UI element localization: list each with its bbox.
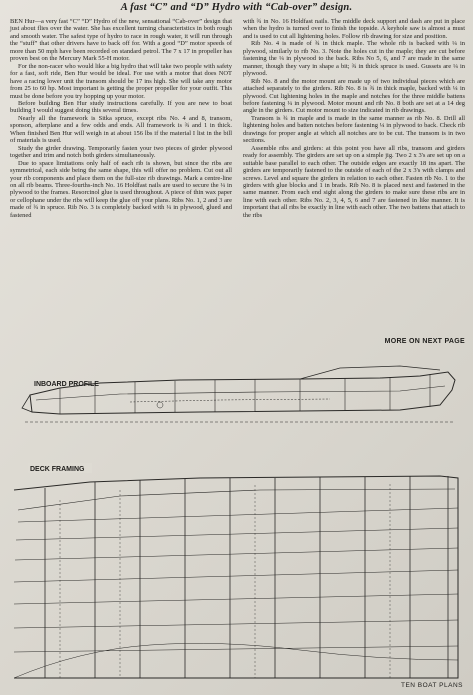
paragraph: Rib No. 4 is made of ¾ in thick maple. The whole rib is backed with ¼ in plywood, similarly to rib No. 3. Note the holes cut in the maple; they are cut before fastening the ¼ in plywood to the back. Ribs No 5, 6, and 7 are made in the same manner, though they vary in shape a bit; ¾ in thick spruce is used. Gussets are ¼ in plywood.: [243, 40, 465, 78]
paragraph: with ¾ in No. 16 Holdfast nails. The middle deck support and dash are put in place when the hydro is turned over to finish the topside. A keyhole saw is almost a must and is used to cut all lightening holes. Follow rib drawing for size and position.: [243, 18, 465, 40]
paragraph: Transom is ¾ in maple and is made in the same manner as rib No. 8. Drill all lightening holes and batten notches before fastening ¼ in plywood to back. Check rib drawings for proper angle at which all notches are to be cut. The transom is in two sections.: [243, 114, 465, 145]
boat-drawings: [0, 350, 473, 695]
paragraph: Study the girder drawing. Temporarily fasten your two pieces of girder plywood together and trim and notch both girders simultaneously.: [10, 144, 232, 160]
deck-framing-drawing: [14, 476, 458, 678]
page-footer: TEN BOAT PLANS: [400, 682, 463, 689]
paragraph: BEN Hur—a very fast “C” “D” Hydro of the new, sensational “Cab-over” design that just about flies over the water. She has excellent turning characteristics in both rough and smooth water. The safest type of hydro to race in rough water, it will run through the “stuff” that other drivers have to back off for. With a good “D” motor speeds of more than 50 mph have been recorded on standard petrol. The 7 x 17 in propeller has proven best on the Mercury Mark 55-H motor.: [10, 18, 232, 63]
inboard-profile-label: INBOARD PROFILE: [34, 381, 99, 388]
deck-framing-label: DECK FRAMING: [30, 466, 85, 473]
more-on-next-page[interactable]: MORE ON NEXT PAGE: [384, 338, 465, 345]
paragraph: Due to space limitations only half of each rib is shown, but since the ribs are symmetrical, each side being the same shape, this will offer no problem. Cut out all your rib components and place them on the full-size rib drawings. Mark a centre-line on all rib beams. Three-fourths-inch No. 16 Holdfast nails are used to secure the ¼ in plywood to the frames. Resorcinol glue is used throughout. A piece of thin wax paper or cellophane under the ribs will keep the glue off your plans. Ribs No. 1, 2 and 3 are made of ¾ in spruce. Rib No. 3 is completely backed with ¼ in plywood, glued and fastened: [10, 159, 232, 219]
right-text-column: [243, 18, 465, 219]
article-title: A fast “C” and “D” Hydro with “Cab-over” design.: [120, 2, 353, 13]
paragraph: For the non-racer who would like a big hydro that will take two people with safety for a fast, soft ride, Ben Hur would be ideal. For use with a motor that does NOT have a racing lower unit the transom should be 17 ins high. She will take any motor from 25 to 60 hp. Most important is getting the proper propeller for your outfit. This must be done before you try hopping up your motor.: [10, 62, 232, 100]
paragraph: Nearly all the framework is Sitka spruce, except ribs No. 4 and 8, transom, sponson, afterplane and a few odds and ends. All framework is ¾ and 1 in thick. When finished Ben Hur will weigh in at about 156 lbs if the material I list in the bill of materials is used.: [10, 114, 232, 145]
paragraph: Before building Ben Hur study instructions carefully. If you are new to boat building I would suggest doing this several times.: [10, 99, 232, 115]
paragraph: Assemble ribs and girders: at this point you have all ribs, transom and girders ready for assembly. The girders are set up on a simple jig. Two 2 x 3's are set up on a suitable base parallel to each other. The outside edges are exactly 18 ins apart. The girders are temporarily fastened to the outside of each of the 2 x 3's with clamps and screws. Level and square the girders in relation to each other. Fasten rib No. 1 to the girders with glue blocks and 1 in brads. Rib No. 8 is placed next and fastened in the same manner. From each end sight along the girders to make sure these ribs are in line with each other. Ribs No. 2, 3, 4, 5, 6 and 7 are fastened in like manner. It is important that all ribs be exactly in line with each other. The two battens that attach to the ribs: [243, 144, 465, 219]
inboard-profile-drawing: [22, 366, 455, 422]
left-text-column: [10, 18, 232, 219]
paragraph: Rib No. 8 and the motor mount are made up of two individual pieces which are attached separately to the girders. Rib No. 8 is ¾ in thick maple, backed with ¼ in plywood. Cut lightening holes in the maple and notches for the three middle battens before fastening ¼ in plywood. Motor mount and rib No. 8 both are set at a 14 deg angle in the girders. Cut motor mount to size indicated in rib drawings.: [243, 77, 465, 115]
